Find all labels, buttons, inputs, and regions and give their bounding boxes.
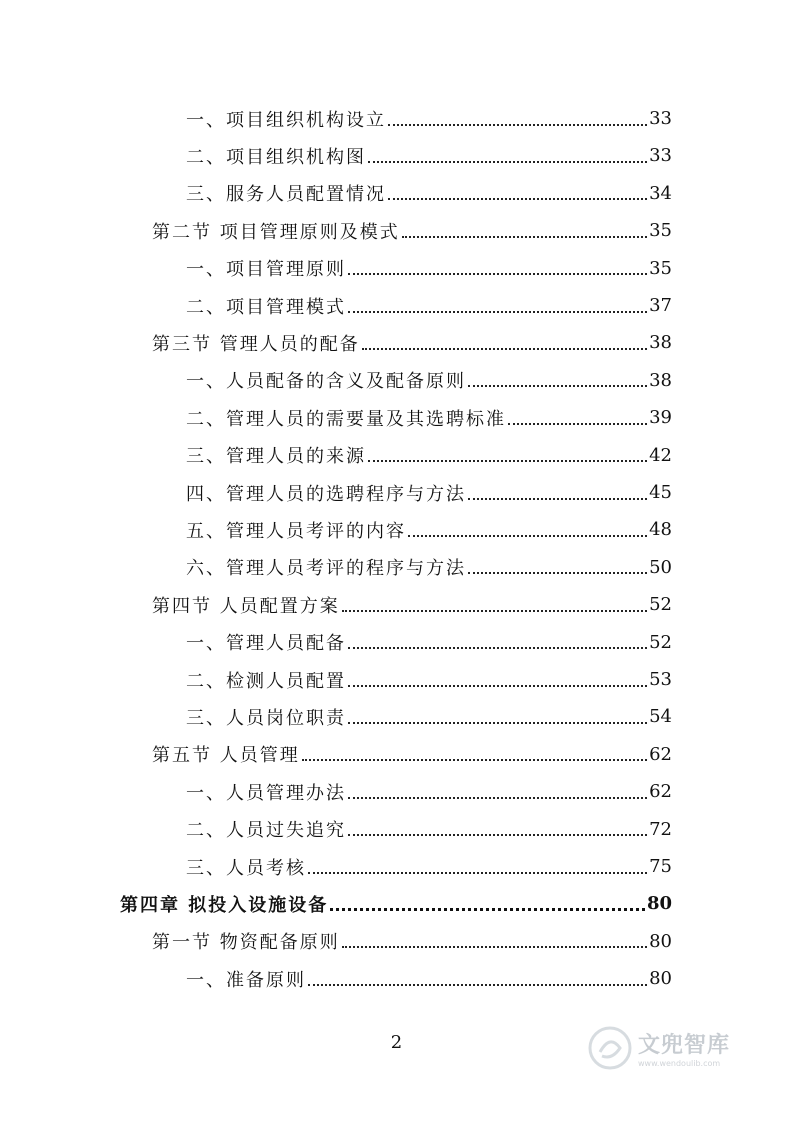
toc-dot-leader bbox=[468, 498, 647, 500]
toc-dot-leader bbox=[408, 535, 647, 537]
toc-entry-item bbox=[186, 250, 672, 287]
toc-entry-item bbox=[186, 848, 672, 885]
watermark-url: www.wendoulib.com bbox=[638, 1059, 721, 1068]
toc-entry-chapter bbox=[120, 885, 672, 922]
toc-entry-label: 六、管理人员考评的程序与方法 bbox=[186, 558, 466, 580]
toc-entry-item bbox=[186, 661, 672, 698]
toc-dot-leader bbox=[308, 872, 647, 874]
toc-entry-item bbox=[186, 137, 672, 174]
toc-entry-label: 一、准备原则 bbox=[186, 969, 306, 991]
toc-entry-page: 75 bbox=[649, 856, 672, 877]
toc-dot-leader bbox=[368, 161, 647, 163]
toc-entry-item bbox=[186, 100, 672, 137]
toc-entry-label: 三、服务人员配置情况 bbox=[186, 184, 386, 206]
toc-entry-item bbox=[186, 287, 672, 324]
toc-dot-leader bbox=[348, 834, 647, 836]
toc-entry-label: 二、项目组织机构图 bbox=[186, 146, 366, 168]
toc-dot-leader bbox=[348, 722, 647, 724]
toc-dot-leader bbox=[348, 797, 647, 799]
toc-dot-leader bbox=[342, 610, 647, 612]
toc-entry-label: 第一节 物资配备原则 bbox=[152, 932, 340, 954]
toc-entry-page: 35 bbox=[649, 220, 672, 242]
toc-entry-label: 一、人员管理办法 bbox=[186, 782, 346, 804]
toc-entry-label: 二、人员过失追究 bbox=[186, 820, 346, 842]
toc-entry-page: 50 bbox=[649, 556, 672, 578]
toc-entry-page: 72 bbox=[649, 818, 672, 840]
toc-entry-item bbox=[186, 362, 672, 399]
toc-entry-page: 42 bbox=[649, 444, 672, 466]
toc-entry-item bbox=[186, 773, 672, 810]
toc-entry-page: 53 bbox=[649, 669, 672, 690]
toc-entry-page: 37 bbox=[649, 295, 672, 316]
toc-dot-leader bbox=[508, 423, 647, 425]
toc-dot-leader bbox=[348, 311, 647, 313]
toc-entry-label: 五、管理人员考评的内容 bbox=[186, 520, 406, 542]
toc-entry-section bbox=[152, 586, 672, 623]
toc-entry-page: 80 bbox=[649, 968, 672, 990]
toc-entry-page: 33 bbox=[649, 108, 672, 129]
toc-entry-page: 52 bbox=[649, 631, 672, 653]
toc-entry-page: 54 bbox=[649, 706, 672, 728]
toc-entry-item bbox=[186, 960, 672, 997]
toc-entry-label: 第二节 项目管理原则及模式 bbox=[152, 221, 400, 243]
toc-entry-item bbox=[186, 698, 672, 735]
toc-dot-leader bbox=[330, 908, 645, 911]
toc-dot-leader bbox=[362, 348, 647, 350]
toc-entry-item bbox=[186, 399, 672, 436]
watermark bbox=[588, 1022, 758, 1074]
toc-entry-page: 34 bbox=[649, 182, 672, 204]
toc-entry-page: 80 bbox=[646, 893, 672, 915]
toc-entry-label: 三、人员考核 bbox=[186, 857, 306, 879]
toc-entry-item bbox=[186, 437, 672, 474]
toc-entry-page: 62 bbox=[649, 743, 672, 765]
toc-entry-item bbox=[186, 624, 672, 661]
toc-dot-leader bbox=[368, 460, 647, 462]
toc-entry-page: 52 bbox=[649, 594, 672, 616]
toc-dot-leader bbox=[388, 124, 647, 126]
toc-entry-item bbox=[186, 511, 672, 548]
toc-entry-page: 38 bbox=[649, 332, 672, 354]
toc-entry-label: 三、管理人员的来源 bbox=[186, 446, 366, 468]
toc-entry-label: 三、人员岗位职责 bbox=[186, 707, 346, 729]
toc-entry-item bbox=[186, 549, 672, 586]
toc-dot-leader bbox=[348, 685, 647, 687]
toc-entry-page: 62 bbox=[649, 781, 672, 803]
toc-entry-page: 80 bbox=[649, 930, 672, 952]
toc-entry-page: 39 bbox=[649, 407, 672, 429]
toc-entry-label: 四、管理人员的选聘程序与方法 bbox=[186, 483, 466, 505]
toc-entry-item bbox=[186, 474, 672, 511]
toc-entry-label: 二、管理人员的需要量及其选聘标准 bbox=[186, 408, 506, 430]
toc-entry-page: 35 bbox=[649, 257, 672, 279]
toc-entry-section bbox=[152, 923, 672, 960]
toc-entry-label: 第三节 管理人员的配备 bbox=[152, 333, 360, 355]
page-number: 2 bbox=[390, 1032, 403, 1053]
toc-entry-page: 38 bbox=[649, 369, 672, 391]
toc-entry-label: 一、人员配备的含义及配备原则 bbox=[186, 371, 466, 393]
toc-entry-section bbox=[152, 212, 672, 249]
toc-entry-label: 第四章 拟投入设施设备 bbox=[120, 894, 329, 916]
toc-entry-label: 第四节 人员配置方案 bbox=[152, 595, 340, 617]
toc-dot-leader bbox=[342, 946, 647, 948]
toc-entry-label: 一、项目组织机构设立 bbox=[186, 109, 386, 131]
watermark-logo-icon bbox=[588, 1026, 632, 1070]
toc-dot-leader bbox=[468, 572, 647, 574]
toc-dot-leader bbox=[388, 198, 647, 200]
toc-entry-label: 二、检测人员配置 bbox=[186, 670, 346, 692]
toc-dot-leader bbox=[308, 984, 647, 986]
watermark-name: 文兜智库 bbox=[638, 1033, 731, 1058]
toc-entry-section bbox=[152, 324, 672, 361]
toc-entry-label: 一、管理人员配备 bbox=[186, 633, 346, 655]
toc-dot-leader bbox=[468, 385, 647, 387]
toc-entry-item bbox=[186, 811, 672, 848]
toc-dot-leader bbox=[348, 273, 647, 275]
toc-entry-label: 二、项目管理模式 bbox=[186, 296, 346, 318]
toc-entry-item bbox=[186, 175, 672, 212]
toc-dot-leader bbox=[348, 647, 647, 649]
toc-entry-page: 48 bbox=[649, 519, 672, 541]
toc-dot-leader bbox=[302, 759, 647, 761]
toc-entry-label: 一、项目管理原则 bbox=[186, 259, 346, 281]
toc-entry-page: 33 bbox=[649, 145, 672, 167]
toc-dot-leader bbox=[402, 236, 647, 238]
toc-entry-page: 45 bbox=[649, 482, 672, 503]
toc-entry-label: 第五节 人员管理 bbox=[152, 745, 300, 767]
toc-entry-section bbox=[152, 736, 672, 773]
